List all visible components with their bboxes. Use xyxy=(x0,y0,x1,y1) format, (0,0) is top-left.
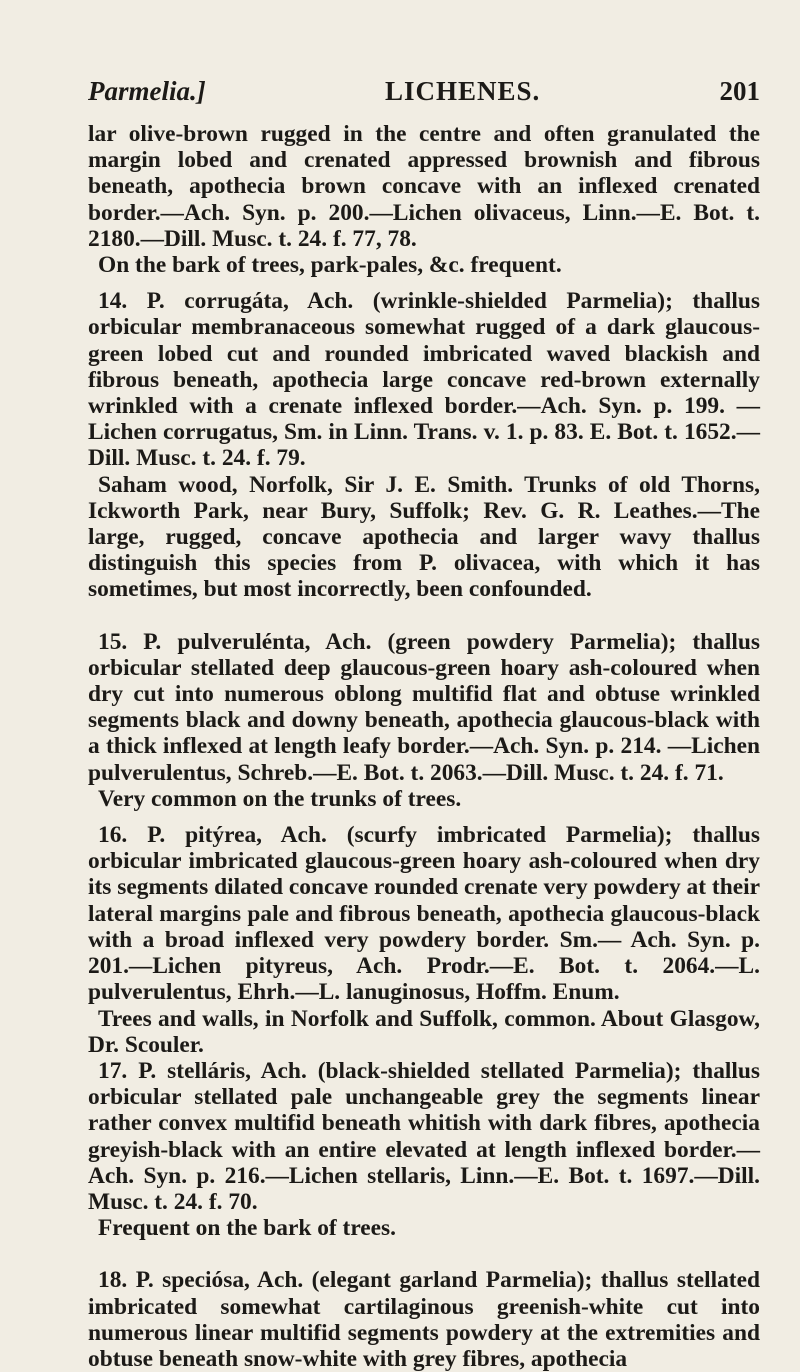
body-text xyxy=(88,121,760,1372)
habitat-note: Saham wood, Norfolk, Sir J. E. Smith. Trunks of old Thorns, Ickworth Park, near Bury, Suffolk; Rev. G. R. Leathes.—The large, rugged, concave apothecia and larger wavy thallus distinguish this species from P. olivacea, with which it has sometimes, but most incorrectly, been confounded. xyxy=(88,471,760,603)
paragraph-continuation: lar olive-brown rugged in the centre and often granulated the margin lobed and crenated appressed brownish and fibrous beneath, apothecia brown concave with an inflexed crenated border.—Ach. Syn. p. 200.—Lichen olivaceus, Linn.—E. Bot. t. 2180.—Dill. Musc. t. 24. f. 77, 78. xyxy=(88,121,760,252)
running-head-title: LICHENES. xyxy=(384,76,541,106)
habitat-note: Very common on the trunks of trees. xyxy=(98,785,462,812)
habitat-note: On the bark of trees, park-pales, &c. frequent. xyxy=(98,252,562,279)
species-entry-14: 14. P. corrugáta, Ach. (wrinkle-shielded Parmelia); thallus orbicular membranaceous somewhat rugged of a dark glaucous-green lobed cut and rounded imbricated waved blackish and fibrous beneath, apothecia large concave red-brown externally wrinkled with a crenate inflexed border.—Ach. Syn. p. 199. —Lichen corrugatus, Sm. in Linn. Trans. v. 1. p. 83. E. Bot. t. 1652.—Dill. Musc. t. 24. f. 79. xyxy=(88,288,760,472)
species-entry-16: 16. P. pitýrea, Ach. (scurfy imbricated Parmelia); thallus orbicular imbricated glaucous-green hoary ash-coloured when dry its segments dilated concave rounded crenate very powdery at their lateral margins pale and fibrous beneath, apothecia glaucous-black with a broad inflexed very powdery border. Sm.— Ach. Syn. p. 201.—Lichen pityreus, Ach. Prodr.—E. Bot. t. 2064.—L. pulverulentus, Ehrh.—L. lanuginosus, Hoffm. Enum. xyxy=(88,822,760,1006)
species-entry-18: 18. P. speciósa, Ach. (elegant garland Parmelia); thallus stellated imbricated somewhat cartilaginous greenish-white cut into numerous linear multifid segments powdery at the extremities and obtuse beneath snow-white with grey fibres, apothecia xyxy=(88,1267,760,1372)
page-number: 201 xyxy=(719,76,760,106)
running-head-genus: Parmelia.] xyxy=(88,76,206,106)
species-entry-15: 15. P. pulverulénta, Ach. (green powdery Parmelia); thallus orbicular stellated deep glaucous-green hoary ash-coloured when dry cut into numerous oblong multifid flat and obtuse wrinkled segments black and downy beneath, apothecia glaucous-black with a thick inflexed at length leafy border.—Ach. Syn. p. 214. —Lichen pulverulentus, Schreb.—E. Bot. t. 2063.—Dill. Musc. t. 24. f. 71. xyxy=(88,628,760,786)
species-entry-17: 17. P. stelláris, Ach. (black-shielded stellated Parmelia); thallus orbicular stellated pale unchangeable grey the segments linear rather convex multifid beneath whitish with dark fibres, apothecia greyish-black with an entire elevated at length inflexed border.—Ach. Syn. p. 216.—Lichen stellaris, Linn.—E. Bot. t. 1697.—Dill. Musc. t. 24. f. 70. xyxy=(88,1057,760,1215)
habitat-note: Trees and walls, in Norfolk and Suffolk, common. About Glasgow, Dr. Scouler. xyxy=(88,1005,760,1058)
habitat-note: Frequent on the bark of trees. xyxy=(98,1215,396,1242)
running-head xyxy=(88,76,760,107)
